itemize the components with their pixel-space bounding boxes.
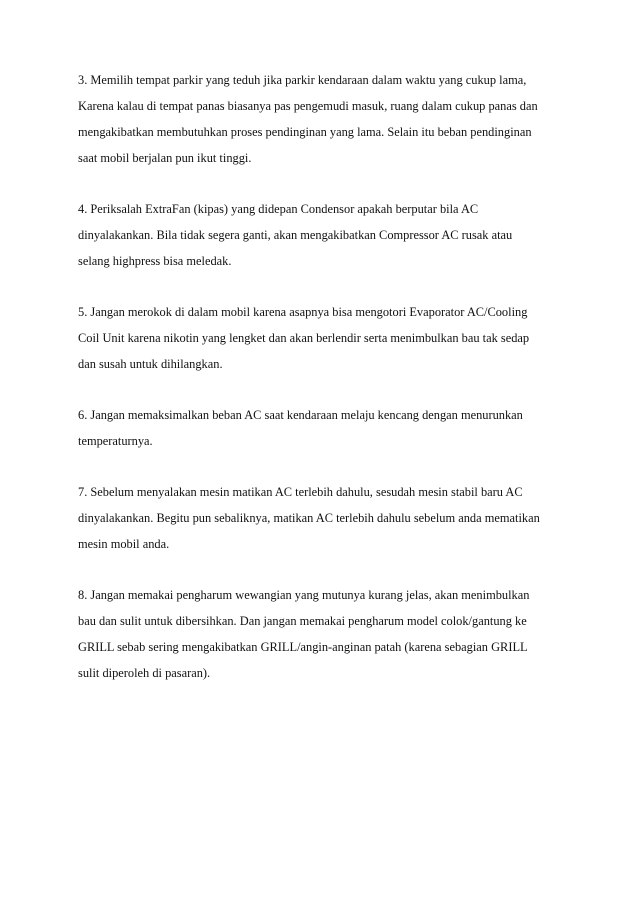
paragraph-tip-3 [78, 67, 578, 171]
text-line: temperaturnya. [78, 434, 153, 448]
text-line: 5. Jangan merokok di dalam mobil karena asapnya bisa mengotori Evaporator AC/Cooling [78, 305, 528, 319]
text-line: selang highpress bisa meledak. [78, 254, 232, 268]
text-line: 7. Sebelum menyalakan mesin matikan AC terlebih dahulu, sesudah mesin stabil baru AC [78, 485, 523, 499]
text-line: Karena kalau di tempat panas biasanya pas pengemudi masuk, ruang dalam cukup panas dan [78, 99, 538, 113]
text-line: saat mobil berjalan pun ikut tinggi. [78, 151, 252, 165]
text-line: GRILL sebab sering mengakibatkan GRILL/angin-anginan patah (karena sebagian GRILL [78, 640, 528, 654]
text-line: sulit diperoleh di pasaran). [78, 666, 211, 680]
text-line: dan susah untuk dihilangkan. [78, 357, 223, 371]
text-line: 8. Jangan memakai pengharum wewangian yang mutunya kurang jelas, akan menimbulkan [78, 588, 530, 602]
text-line: mesin mobil anda. [78, 537, 170, 551]
text-line: dinyalakankan. Begitu pun sebaliknya, matikan AC terlebih dahulu sebelum anda mematikan [78, 511, 540, 525]
paragraph-tip-4 [78, 196, 578, 274]
text-line: mengakibatkan membutuhkan proses pendinginan yang lama. Selain itu beban pendinginan [78, 125, 532, 139]
text-line: dinyalakankan. Bila tidak segera ganti, akan mengakibatkan Compressor AC rusak atau [78, 228, 513, 242]
text-line: 4. Periksalah ExtraFan (kipas) yang didepan Condensor apakah berputar bila AC [78, 202, 479, 216]
text-line: Coil Unit karena nikotin yang lengket dan akan berlendir serta menimbulkan bau tak sedap [78, 331, 530, 345]
paragraph-tip-8 [78, 582, 578, 686]
text-line: bau dan sulit untuk dibersihkan. Dan jangan memakai pengharum model colok/gantung ke [78, 614, 527, 628]
text-line: 6. Jangan memaksimalkan beban AC saat kendaraan melaju kencang dengan menurunkan [78, 408, 523, 422]
document-body [78, 67, 578, 711]
paragraph-tip-5 [78, 299, 578, 377]
text-line: 3. Memilih tempat parkir yang teduh jika parkir kendaraan dalam waktu yang cukup lama, [78, 73, 527, 87]
paragraph-tip-6 [78, 402, 578, 454]
paragraph-tip-7 [78, 479, 578, 557]
